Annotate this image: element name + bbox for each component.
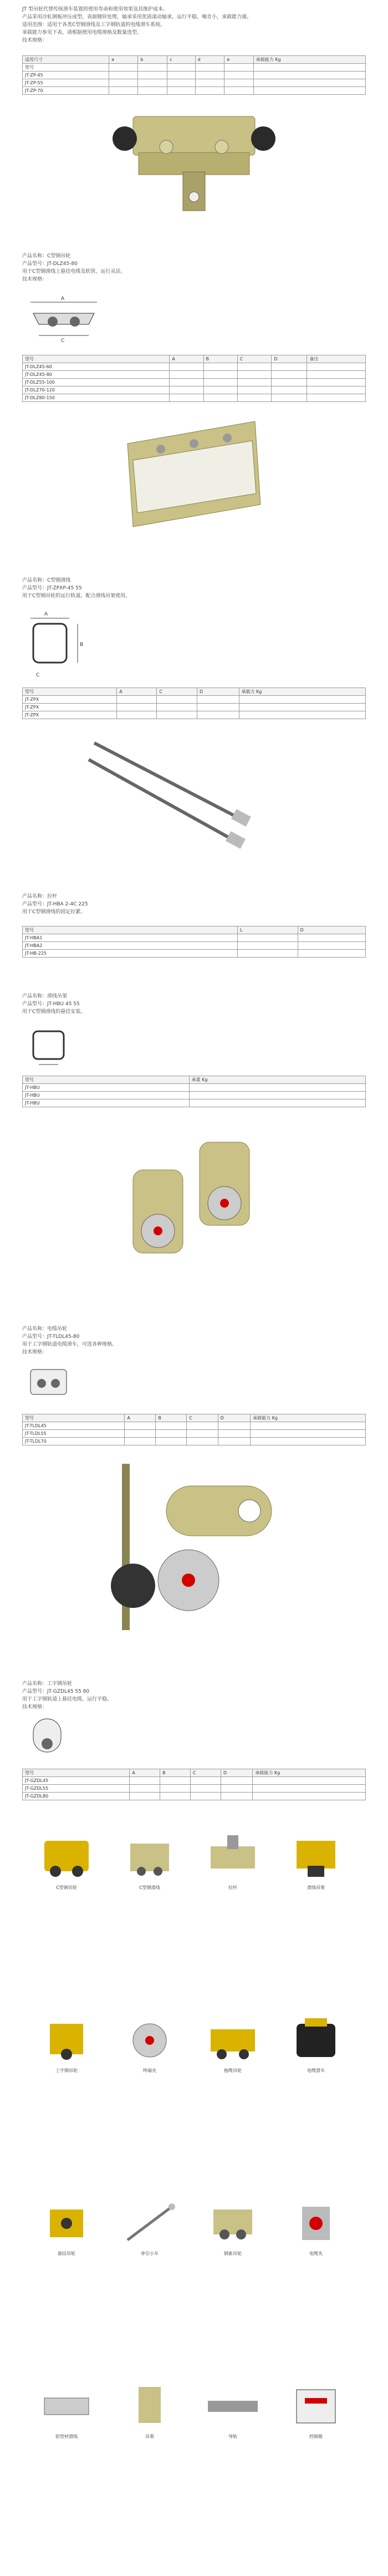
gallery-item[interactable] (200, 1830, 266, 1891)
gallery-caption: C型钢吊轮 (56, 1885, 77, 1890)
table-header-row (23, 1769, 366, 1777)
product-image (283, 2013, 349, 2065)
svg-text:A: A (44, 612, 48, 617)
table-header: A (125, 1414, 156, 1422)
table-row (23, 386, 366, 394)
gallery-caption: 电缆夹 (309, 2251, 323, 2256)
section-2-desc: 用于C型钢滑线上悬挂电缆及软管，运行灵活。 (22, 269, 126, 274)
svg-text:C: C (61, 338, 65, 344)
table-header: c (167, 56, 195, 64)
product-image (116, 2379, 183, 2431)
table-cell: JT-ZP-70 (23, 87, 109, 95)
section-6-title: 产品名称：电缆吊轮 (22, 1326, 68, 1332)
section-7-model: 产品型号：JT-GZDL45 55 80 (22, 1689, 90, 1694)
section-3-desc: 用于C型钢吊轮的运行轨道，配合滑线吊架使用。 (22, 593, 131, 599)
table-header: 承载力 Kg (239, 688, 365, 696)
table-cell: JT-GZDL55 (23, 1785, 130, 1793)
intro-line-2: 产品采用冷轧钢板冲压成型，表面镀锌处理，轴承采用优质滚动轴承，运行平稳，噪音小，承载能力强。 (22, 14, 252, 20)
table-header-row (23, 688, 366, 696)
section-5-diagram (22, 1026, 78, 1070)
section-2-title: 产品名称：C型钢吊轮 (22, 253, 71, 259)
table-header-row (23, 355, 366, 363)
table-header: B (156, 1414, 187, 1422)
table-row (23, 950, 366, 958)
table-cell: JT-ZPX (23, 704, 117, 711)
gallery-caption: 吊架 (145, 2434, 154, 2439)
table-cell: JT-ZP-45 (23, 72, 109, 79)
table-header: 适用尺寸 (23, 56, 109, 64)
table-row (23, 379, 366, 386)
section-6-text (22, 1325, 366, 1356)
gallery-item[interactable] (116, 2013, 183, 2074)
intro-line-4: 承载能力参见下表，请根据使用电缆规格及数量选型。 (22, 30, 142, 35)
product-image (283, 2379, 349, 2431)
section-5-title: 产品名称：滑线吊架 (22, 994, 68, 999)
section-5-model: 产品型号：JT-HBU 45 55 (22, 1001, 80, 1007)
table-cell: JT-TLDL55 (23, 1430, 125, 1438)
table-header: A (170, 355, 203, 363)
gallery-item[interactable] (116, 2379, 183, 2440)
section-3-title: 产品名称：C型钢滑线 (22, 578, 71, 583)
section-2-text (22, 252, 366, 283)
table-header: a (109, 56, 138, 64)
table-header: B (160, 1769, 191, 1777)
table-cell: JT-HBA1 (23, 934, 238, 942)
gallery-caption: 终端夹 (143, 2068, 156, 2073)
table-cell: JT-HBU (23, 1084, 190, 1092)
table-header: 备注 (307, 355, 366, 363)
table-row (23, 72, 366, 79)
gallery-caption: 滑线吊架 (307, 1885, 325, 1890)
table-row (23, 1430, 366, 1438)
section-4-title: 产品名称：拉杆 (22, 894, 58, 899)
table-row (23, 79, 366, 87)
section-7-title: 产品名称：工字钢吊轮 (22, 1681, 73, 1687)
table-header: d (195, 56, 224, 64)
section-2-model: 产品型号：JT-DLZ45-80 (22, 261, 78, 267)
table-header: C (237, 355, 272, 363)
product-image (200, 2013, 266, 2065)
spec-table-4 (22, 926, 366, 958)
section-4-model: 产品型号：JT-HBA 2-4C 225 (22, 902, 88, 907)
gallery-item[interactable] (33, 2379, 100, 2440)
gallery-item[interactable] (200, 2013, 266, 2074)
wheel-photo (83, 1453, 283, 1641)
intro-line-3: 适用范围：适用于各类C型钢滑线及工字钢轨道的电缆滑车系统。 (22, 22, 166, 28)
table-row (23, 87, 366, 95)
table-row (23, 1438, 366, 1445)
product-image (33, 2196, 100, 2248)
table-row (23, 1084, 366, 1092)
spec-table-6 (22, 1414, 366, 1445)
section-7-diagram (22, 1713, 78, 1763)
product-image (200, 1830, 266, 1882)
table-cell: JT-DLZ45-60 (23, 363, 170, 371)
table-row (23, 704, 366, 711)
table-row (23, 1099, 366, 1107)
gallery-caption: 悬挂吊轮 (58, 2251, 75, 2256)
table-header: b (138, 56, 167, 64)
product-image (33, 2379, 100, 2431)
table-row (23, 1422, 366, 1430)
table-header: C (190, 1769, 221, 1777)
table-cell: JT-DLZ70-120 (23, 386, 170, 394)
section-2-diagram (22, 291, 105, 347)
table-header: 承载能力 Kg (253, 56, 365, 64)
section-7-desc: 用于工字钢轨道上悬挂电缆，运行平稳。 (22, 1697, 113, 1702)
gallery-item[interactable] (200, 2196, 266, 2257)
table-cell: JT-HBU (23, 1092, 190, 1099)
section-6-model: 产品型号：JT-TLDL45-80 (22, 1334, 80, 1340)
table-row (23, 371, 366, 379)
gallery-item[interactable] (283, 1830, 349, 1891)
gallery-item[interactable] (116, 2196, 183, 2257)
table-header: D (221, 1769, 253, 1777)
product-image (116, 2196, 183, 2248)
table-row (23, 394, 366, 402)
table-cell: JT-TLDL70 (23, 1438, 125, 1445)
gallery-caption: 电缆滑车 (307, 2068, 325, 2073)
gallery-item[interactable] (33, 2013, 100, 2074)
intro-label: 技术规格： (22, 38, 48, 43)
table-header: 承重 Kg (189, 1076, 365, 1084)
svg-text:B: B (80, 642, 84, 648)
table-header: D (218, 1414, 251, 1422)
intro-line-1: JT 型吊轮代替传统滑车装置的使用寿命和使用效果及其维护成本。 (22, 7, 169, 12)
svg-text:C: C (36, 673, 40, 678)
section-3-diagram (22, 610, 89, 682)
section-6-desc: 用于工字钢轨道电缆滑车，可选各种规格。 (22, 1342, 118, 1347)
table-row (23, 363, 366, 371)
gallery-caption: 牵引小车 (141, 2251, 159, 2256)
table-cell: JT-ZP-55 (23, 79, 109, 87)
product-image (283, 2196, 349, 2248)
table-cell: JT-HBA2 (23, 942, 238, 950)
table-cell: JT-ZPX (23, 711, 117, 719)
table-cell: JT-DLZ55-100 (23, 379, 170, 386)
rod-photo (83, 726, 261, 859)
table-cell: 型号 (23, 64, 109, 72)
gallery-caption: 钢索吊轮 (224, 2251, 242, 2256)
table-cell: JT-GZDL80 (23, 1793, 130, 1800)
gallery-item[interactable] (283, 2196, 349, 2257)
table-row (23, 64, 366, 72)
table-row (23, 696, 366, 704)
gallery-item[interactable] (283, 2013, 349, 2074)
product-image (116, 2013, 183, 2065)
table-header: 型号 (23, 688, 117, 696)
roller-photo (111, 1131, 277, 1286)
table-header: 型号 (23, 355, 170, 363)
table-row (23, 1092, 366, 1099)
gallery-item[interactable] (283, 2379, 349, 2440)
table-header: 承载能力 Kg (253, 1769, 366, 1777)
spec-table-7 (22, 1769, 366, 1800)
table-cell: JT-HB-225 (23, 950, 238, 958)
section-7-label: 技术规格： (22, 1704, 48, 1710)
product-gallery (33, 1830, 355, 2562)
spec-table-2 (22, 355, 366, 402)
product-image (116, 1830, 183, 1882)
table-cell: JT-DLZ80-150 (23, 394, 170, 402)
spec-table-3 (22, 688, 366, 719)
gallery-caption: 铝型材滑线 (55, 2434, 78, 2439)
product-image (200, 2379, 266, 2431)
spec-table-1 (22, 55, 366, 95)
section-5-text (22, 992, 366, 1016)
gallery-caption: 工字钢吊轮 (55, 2068, 78, 2073)
table-cell: JT-HBU (23, 1099, 190, 1107)
table-row (23, 1793, 366, 1800)
table-header: e (224, 56, 253, 64)
product-image (200, 2196, 266, 2248)
table-cell: JT-TLDL45 (23, 1422, 125, 1430)
gallery-caption: 拖缆吊轮 (224, 2068, 242, 2073)
gallery-caption: 拉杆 (228, 1885, 237, 1890)
table-header-row (23, 56, 366, 64)
gallery-item[interactable] (116, 1830, 183, 1891)
table-header: C (187, 1414, 218, 1422)
table-row (23, 1777, 366, 1785)
table-header-row (23, 1414, 366, 1422)
gallery-item[interactable] (33, 1830, 100, 1891)
section-2-label: 技术规格： (22, 277, 48, 282)
table-header: D (197, 688, 239, 696)
table-header: 型号 (23, 1076, 190, 1084)
product-image (33, 1830, 100, 1882)
product-image (33, 2013, 100, 2065)
section-4-text (22, 893, 366, 916)
gallery-item[interactable] (200, 2379, 266, 2440)
table-header: D (272, 355, 307, 363)
table-header: 型号 (23, 1769, 130, 1777)
table-header: 承载能力 Kg (251, 1414, 366, 1422)
table-header: 型号 (23, 1414, 125, 1422)
table-cell: JT-GZDL45 (23, 1777, 130, 1785)
table-header: B (203, 355, 237, 363)
table-row (23, 1785, 366, 1793)
table-cell: JT-DLZ45-80 (23, 371, 170, 379)
table-header: 型号 (23, 926, 238, 934)
table-header-row (23, 1076, 366, 1084)
table-row (23, 942, 366, 950)
trolley-photo (100, 100, 288, 222)
gallery-caption: 导轨 (228, 2434, 237, 2439)
table-row (23, 711, 366, 719)
gallery-item[interactable] (33, 2196, 100, 2257)
section-6-label: 技术规格： (22, 1350, 48, 1355)
spec-table-5 (22, 1076, 366, 1107)
section-3-text (22, 577, 366, 600)
section-3-model: 产品型号：JT-ZPXP-45 55 (22, 586, 82, 591)
section-5-desc: 用于C型钢滑线的悬挂安装。 (22, 1009, 86, 1015)
table-header: L (237, 926, 298, 934)
section-6-diagram (22, 1358, 78, 1408)
section-4-desc: 用于C型钢滑线的固定拉紧。 (22, 909, 86, 915)
table-header: A (117, 688, 157, 696)
gallery-caption: C型钢滑线 (139, 1885, 160, 1890)
table-header: D (298, 926, 365, 934)
gallery-caption: 控制箱 (309, 2434, 323, 2439)
table-header-row (23, 926, 366, 934)
section-7-text (22, 1680, 366, 1711)
table-header: C (157, 688, 197, 696)
table-header: A (130, 1769, 160, 1777)
c-rail-photo (111, 410, 277, 538)
product-image (283, 1830, 349, 1882)
table-cell: JT-ZPX (23, 696, 117, 704)
table-row (23, 934, 366, 942)
intro (22, 6, 366, 44)
svg-text:A: A (61, 296, 65, 302)
